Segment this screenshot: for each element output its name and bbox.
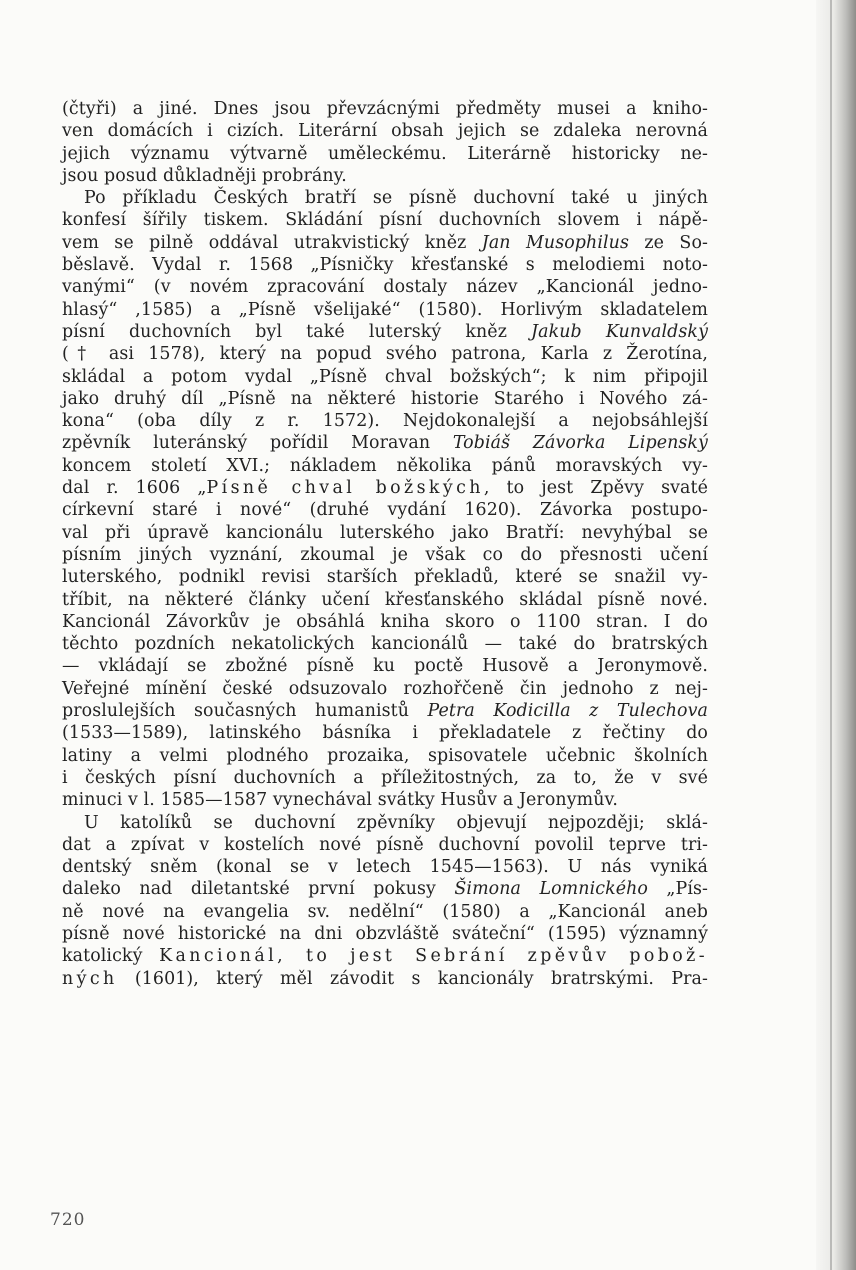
italic-name: Šimona Lomnického bbox=[454, 879, 648, 900]
text-segment: vanými“ (v novém zpracování dostaly název „Kancionál jedno- bbox=[62, 277, 708, 298]
text-segment: i českých písní duchovních a příležitostných, za to, že v své bbox=[62, 767, 708, 788]
text-line bbox=[62, 165, 708, 187]
text-segment: ven domácích i cizích. Literární obsah jejich se zdaleka nerovná bbox=[62, 121, 708, 142]
text-segment: katolický bbox=[62, 946, 160, 967]
text-line bbox=[62, 299, 708, 321]
text-segment: Kancionál Závorkův je obsáhlá kniha skoro o 1100 stran. I do bbox=[62, 611, 708, 632]
text-segment: dentský sněm (konal se v letech 1545—1563). U nás vyniká bbox=[62, 857, 708, 878]
text-segment: jsou posud důkladněji probrány. bbox=[62, 165, 347, 186]
text-line bbox=[62, 254, 708, 276]
spaced-title: ných bbox=[62, 968, 118, 989]
text-line bbox=[62, 901, 708, 923]
italic-name: Tobiáš Závorka Lipenský bbox=[452, 433, 708, 454]
text-line bbox=[62, 455, 708, 477]
book-spine-shadow bbox=[816, 0, 856, 1270]
text-segment: († asi 1578), který na popud svého patrona, Karla z Žerotína, bbox=[62, 344, 708, 365]
text-line bbox=[62, 655, 708, 677]
text-segment: jako druhý díl „Písně na některé historie Starého i Nového zá- bbox=[62, 388, 708, 409]
text-line bbox=[62, 143, 708, 165]
italic-name: Petra Kodicilla z Tulechova bbox=[427, 701, 708, 722]
text-segment: luterského, podnikl revisi starších překladů, které se snažil vy- bbox=[62, 567, 708, 588]
text-line bbox=[62, 477, 708, 499]
italic-name: Jan Musophilus bbox=[481, 232, 629, 253]
text-segment: , to jest Zpěvy svaté bbox=[483, 478, 708, 499]
text-segment: vem se pilně oddával utrakvistický kněz bbox=[62, 232, 482, 253]
text-segment: ně nové na evangelia sv. nedělní“ (1580) a „Kancionál aneb bbox=[62, 901, 708, 922]
text-line bbox=[62, 589, 708, 611]
text-line bbox=[62, 120, 708, 142]
text-line bbox=[62, 343, 708, 365]
text-line bbox=[62, 499, 708, 521]
text-segment: latiny a velmi plodného prozaika, spisovatele učebnic školních bbox=[62, 745, 708, 766]
text-line bbox=[62, 923, 708, 945]
text-segment: tříbit, na některé články učení křesťanského skládal písně nové. bbox=[62, 589, 708, 610]
text-segment: U katolíků se duchovní zpěvníky objevují nejpozději; sklá- bbox=[84, 812, 708, 833]
text-line bbox=[62, 767, 708, 789]
book-gutter-line bbox=[830, 0, 832, 1270]
text-segment: „Pís- bbox=[647, 879, 709, 900]
text-segment: val při úpravě kancionálu luterského jako Bratří: nevyhýbal se bbox=[62, 522, 708, 543]
text-segment: Po příkladu Českých bratří se písně duchovní také u jiných bbox=[84, 188, 708, 209]
text-line bbox=[62, 611, 708, 633]
text-line bbox=[62, 812, 708, 834]
text-segment: těchto pozdních nekatolických kancionálů — také do bratrských bbox=[62, 634, 708, 655]
text-segment: minuci v l. 1585—1587 vynechával svátky Husův a Jeronymův. bbox=[62, 790, 619, 811]
text-segment: Veřejné mínění české odsuzovalo rozhořčeně čin jednoho z nej- bbox=[62, 678, 708, 699]
text-segment: proslulejších současných humanistů bbox=[62, 701, 428, 722]
text-segment: jejich významu výtvarně uměleckému. Literárně historicky ne- bbox=[62, 143, 708, 164]
text-segment: dal r. 1606 „ bbox=[62, 478, 207, 499]
body-text bbox=[62, 98, 708, 990]
text-segment: — vkládají se zbožné písně ku poctě Husově a Jeronymově. bbox=[62, 656, 708, 677]
text-line bbox=[62, 276, 708, 298]
text-line bbox=[62, 566, 708, 588]
text-line bbox=[62, 633, 708, 655]
text-line bbox=[62, 522, 708, 544]
text-segment: kona“ (oba díly z r. 1572). Nejdokonalejší a nejobsáhlejší bbox=[62, 411, 708, 432]
spaced-title: Kancionál, to jest Sebrání zpěvův pobož- bbox=[159, 946, 708, 967]
text-segment: konfesí šířily tiskem. Skládání písní duchovních slovem i nápě- bbox=[62, 210, 708, 231]
text-line bbox=[62, 700, 708, 722]
text-line bbox=[62, 388, 708, 410]
text-line bbox=[62, 98, 708, 120]
text-line bbox=[62, 678, 708, 700]
text-line bbox=[62, 321, 708, 343]
text-line bbox=[62, 187, 708, 209]
italic-name: Jakub Kunvaldský bbox=[531, 321, 708, 342]
text-line bbox=[62, 209, 708, 231]
text-line bbox=[62, 745, 708, 767]
text-segment: (1601), který měl závodit s kancionály bratrskými. Pra- bbox=[117, 968, 708, 989]
text-line bbox=[62, 945, 708, 967]
text-line bbox=[62, 232, 708, 254]
text-segment: písní duchovních byl také luterský kněz bbox=[62, 321, 532, 342]
text-line bbox=[62, 856, 708, 878]
text-line bbox=[62, 789, 708, 811]
text-line bbox=[62, 366, 708, 388]
text-segment: skládal a potom vydal „Písně chval božských“; k nim připojil bbox=[62, 366, 708, 387]
text-segment: (čtyři) a jiné. Dnes jsou převzácnými předměty musei a kniho- bbox=[62, 99, 708, 119]
text-segment: zpěvník luteránský pořídil Moravan bbox=[62, 433, 453, 454]
text-segment: běslavě. Vydal r. 1568 „Písničky křesťanské s melodiemi noto- bbox=[62, 255, 708, 276]
text-segment: koncem století XVI.; nákladem několika pánů moravských vy- bbox=[62, 455, 708, 476]
text-line bbox=[62, 432, 708, 454]
page-number: 720 bbox=[50, 1210, 86, 1230]
text-segment: církevní staré i nové“ (druhé vydání 1620). Závorka postupo- bbox=[62, 500, 708, 521]
text-line bbox=[62, 834, 708, 856]
text-segment: hlasý“ ,1585) a „Písně všelijaké“ (1580). Horlivým skladatelem bbox=[62, 299, 708, 320]
text-line bbox=[62, 878, 708, 900]
spaced-title: Písně chval božských bbox=[206, 478, 484, 499]
text-segment: (1533—1589), latinského básníka i překladatele z řečtiny do bbox=[62, 723, 708, 744]
text-line bbox=[62, 544, 708, 566]
text-line bbox=[62, 722, 708, 744]
text-segment: písním jiných vyznání, zkoumal je však co do přesnosti učení bbox=[62, 544, 708, 565]
text-segment: dat a zpívat v kostelích nové písně duchovní povolil teprve tri- bbox=[62, 834, 708, 855]
text-segment: písně nové historické na dni obzvláště sváteční“ (1595) významný bbox=[62, 923, 708, 944]
text-line bbox=[62, 968, 708, 990]
text-segment: ze So- bbox=[628, 232, 708, 253]
text-line bbox=[62, 410, 708, 432]
text-segment: daleko nad diletantské první pokusy bbox=[62, 879, 455, 900]
